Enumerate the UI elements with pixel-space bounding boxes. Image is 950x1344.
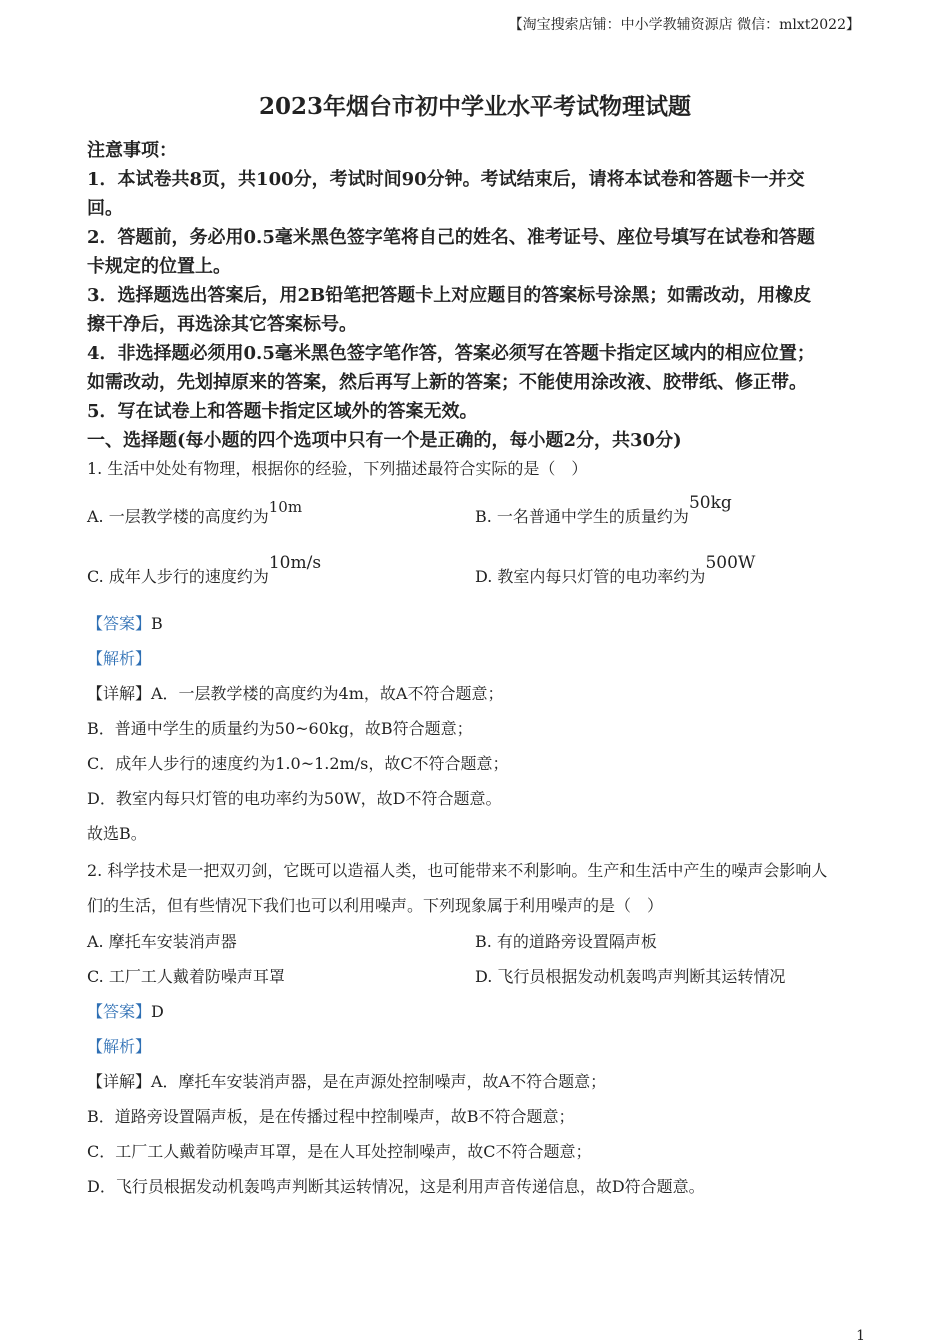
notice-line: 回。: [87, 198, 123, 219]
detail-line: 【详解】A．一层教学楼的高度约为4m，故A不符合题意；: [87, 684, 504, 703]
detail-line: B．道路旁设置隔声板，是在传播过程中控制噪声，故B不符合题意；: [87, 1107, 575, 1126]
answer-line: [87, 611, 163, 634]
detail-line: 故选B。: [87, 824, 147, 843]
section-heading: 一、选择题(每小题的四个选项中只有一个是正确的，每小题2分，共30分): [87, 430, 682, 451]
option-a-label: A. 一层教学楼的高度约为: [87, 507, 269, 526]
page-number: 1: [856, 1328, 865, 1344]
notice-line: 卡规定的位置上。: [87, 256, 231, 277]
page-header: 【淘宝搜索店铺：中小学教辅资源店 微信：mlxt2022】: [508, 17, 860, 33]
answer-value: B: [151, 614, 163, 633]
option-a: A. 摩托车安装消声器: [87, 932, 237, 951]
option-b: [475, 493, 732, 527]
option-a-value: 10m: [268, 498, 303, 516]
notice-line: 擦干净后，再选涂其它答案标号。: [87, 314, 357, 335]
option-b-label: B. 一名普通中学生的质量约为: [475, 507, 689, 526]
option-a: [87, 498, 303, 527]
notice-line: 3．选择题选出答案后，用2B铅笔把答题卡上对应题目的答案标号涂黑；如需改动，用橡皮: [87, 285, 812, 306]
analysis-tag: 【解析】: [87, 1037, 152, 1056]
option-c-label: C. 成年人步行的速度约为: [87, 567, 269, 586]
question-stem: 1. 生活中处处有物理，根据你的经验，下列描述最符合实际的是（ ）: [87, 459, 588, 478]
answer-tag: 【答案】: [87, 614, 152, 633]
option-c: C. 工厂工人戴着防噪声耳罩: [87, 967, 285, 986]
option-d: D. 飞行员根据发动机轰鸣声判断其运转情况: [475, 967, 786, 986]
answer-tag: 【答案】: [87, 1002, 152, 1021]
option-b: B. 有的道路旁设置隔声板: [475, 932, 657, 951]
notice-line: 1．本试卷共8页，共100分，考试时间90分钟。考试结束后，请将本试卷和答题卡一并交: [87, 169, 805, 190]
notice-line: 如需改动，先划掉原来的答案，然后再写上新的答案；不能使用涂改液、胶带纸、修正带。: [87, 372, 807, 393]
question-stem: 们的生活，但有些情况下我们也可以利用噪声。下列现象属于利用噪声的是（ ）: [87, 896, 664, 915]
detail-line: D．教室内每只灯管的电功率约为50W，故D不符合题意。: [87, 789, 502, 808]
notice-line: 2．答题前，务必用0.5毫米黑色签字笔将自己的姓名、准考证号、座位号填写在试卷和答题: [87, 227, 815, 248]
option-d-value: 500W: [705, 553, 756, 573]
notice-line: 5．写在试卷上和答题卡指定区域外的答案无效。: [87, 401, 478, 422]
option-c: [87, 553, 322, 587]
notice-heading: 注意事项：: [87, 140, 177, 161]
option-c-value: 10m/s: [268, 553, 322, 573]
answer-value: D: [151, 1002, 164, 1021]
detail-line: 【详解】A．摩托车安装消声器，是在声源处控制噪声，故A不符合题意；: [87, 1072, 607, 1091]
detail-line: C．成年人步行的速度约为1.0~1.2m/s，故C不符合题意；: [87, 754, 509, 773]
option-d-label: D. 教室内每只灯管的电功率约为: [475, 567, 706, 586]
answer-line: [87, 999, 164, 1022]
question-stem: 2. 科学技术是一把双刃剑，它既可以造福人类，也可能带来不利影响。生产和生活中产生的噪声会影响人: [87, 861, 828, 880]
page-title: 2023年烟台市初中学业水平考试物理试题: [258, 93, 691, 120]
detail-line: C．工厂工人戴着防噪声耳罩，是在人耳处控制噪声，故C不符合题意；: [87, 1142, 592, 1161]
analysis-tag: 【解析】: [87, 649, 152, 668]
notice-line: 4．非选择题必须用0.5毫米黑色签字笔作答，答案必须写在答题卡指定区域内的相应位置；: [87, 343, 815, 364]
detail-line: D．飞行员根据发动机轰鸣声判断其运转情况，这是利用声音传递信息，故D符合题意。: [87, 1177, 705, 1196]
option-b-value: 50kg: [688, 493, 732, 513]
detail-line: B．普通中学生的质量约为50~60kg，故B符合题意；: [87, 719, 473, 738]
option-d: [475, 553, 756, 587]
